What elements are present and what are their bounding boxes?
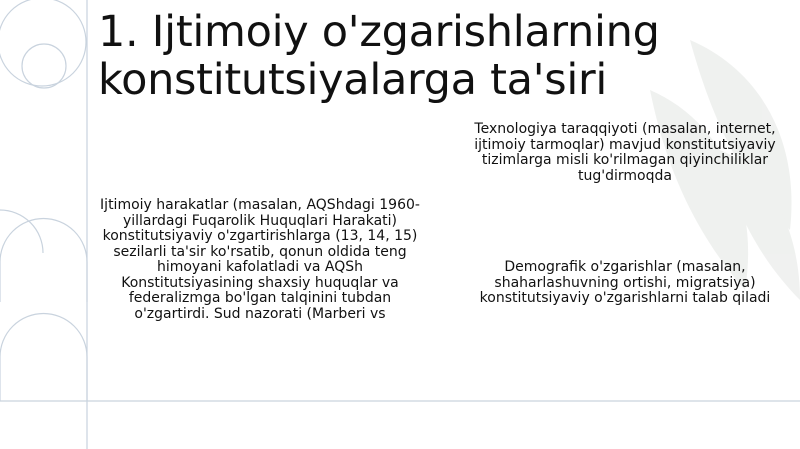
small-circle-outline [22, 44, 66, 88]
slide-title-line-1: 1. Ijtimoiy o'zgarishlarning [98, 7, 660, 57]
technology-paragraph: Texnologiya taraqqiyoti (masalan, internet, ijtimoiy tarmoqlar) mavjud konstitutsiyaviy tizimlarga misli ko'rilmagan qiyinchiliklar tug'dirmoqda [474, 121, 776, 184]
lower-arch-outline [0, 314, 87, 402]
large-circle-outline [0, 0, 86, 86]
slide-title-line-2: konstitutsiyalarga ta'siri [98, 55, 607, 105]
upper-arch-outline [0, 218, 87, 302]
slide-title [98, 8, 788, 104]
side-arc-outline [0, 210, 43, 253]
social-movements-paragraph: Ijtimoiy harakatlar (masalan, AQShdagi 1960-yillardagi Fuqarolik Huquqlari Harakati) konstitutsiyaviy o'zgartirishlarga (13, 14, 15) sezilarli ta'sir ko'rsatib, qonun oldida teng himoyani kafolatladi va AQSh Konstitutsiyasining shaxsiy huquqlar va federalizmga bo'lgan talqinini tubdan o'zgartirdi. Sud nazorati (Marberi vs [100, 197, 420, 322]
demographic-paragraph: Demografik o'zgarishlar (masalan, shaharlashuvning ortishi, migratsiya) konstitutsiyaviy o'zgarishlarni talab qiladi [479, 259, 771, 306]
